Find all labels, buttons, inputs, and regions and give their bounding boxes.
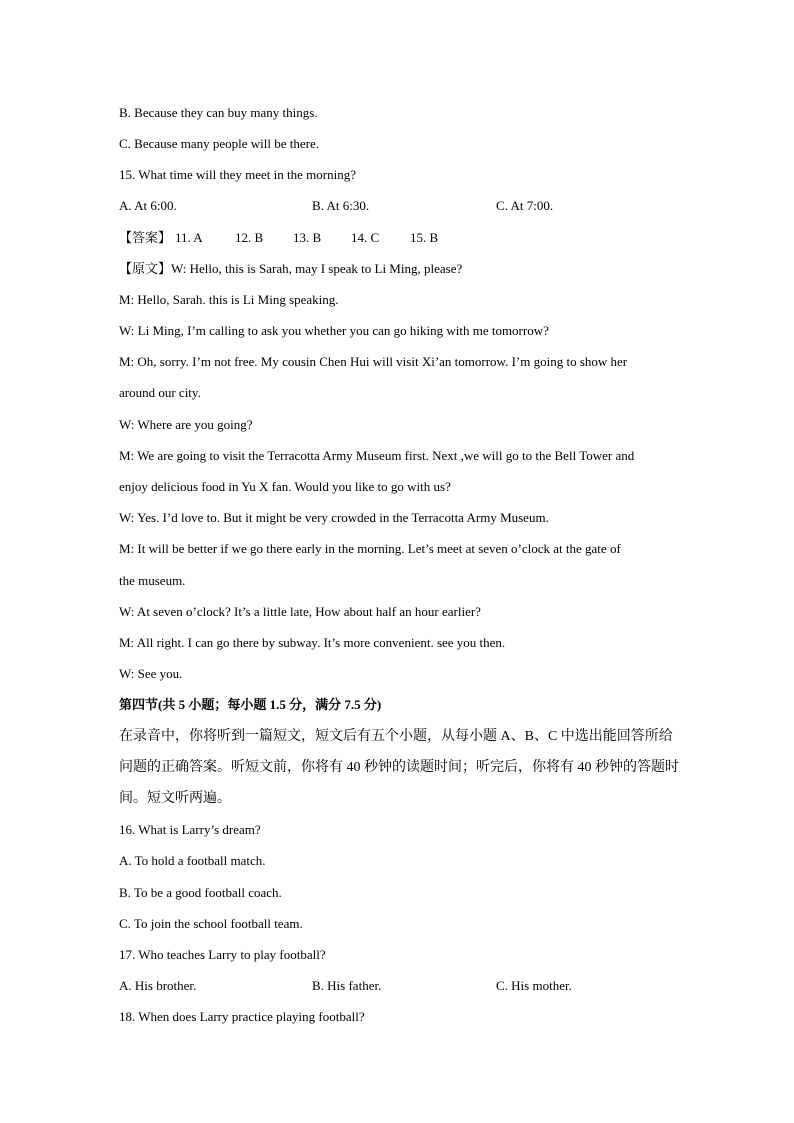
answer-11: 11. A — [175, 230, 203, 245]
transcript-line: W: Where are you going? — [119, 417, 253, 432]
option-17b: B. His father. — [312, 978, 382, 993]
transcript-line: enjoy delicious food in Yu X fan. Would you like to go with us? — [119, 479, 451, 494]
option-14b: B. Because they can buy many things. — [119, 105, 318, 120]
answer-label: 【答案】 — [119, 230, 172, 245]
transcript-line: M: We are going to visit the Terracotta Army Museum first. Next ,we will go to the Bell Tower and — [119, 448, 635, 463]
instructions-line: 间。短文听两遍。 — [119, 791, 231, 806]
transcript-line: M: Hello, Sarah. this is Li Ming speaking. — [119, 292, 339, 307]
transcript-line: W: At seven o’clock? It’s a little late, How about half an hour earlier? — [119, 604, 481, 619]
transcript-line: W: Yes. I’d love to. But it might be very crowded in the Terracotta Army Museum. — [119, 510, 549, 525]
answer-15: 15. B — [410, 230, 439, 245]
transcript-line: the museum. — [119, 573, 186, 588]
option-15a: A. At 6:00. — [119, 198, 177, 213]
transcript-line: M: It will be better if we go there early in the morning. Let’s meet at seven o’clock at the gate of — [119, 541, 621, 556]
answer-14: 14. C — [351, 230, 380, 245]
transcript-line: M: All right. I can go there by subway. It’s more convenient. see you then. — [119, 635, 506, 650]
transcript-line: 【原文】W: Hello, this is Sarah, may I speak to Li Ming, please? — [119, 261, 463, 276]
transcript-line: W: See you. — [119, 666, 183, 681]
question-15: 15. What time will they meet in the morning? — [119, 167, 356, 182]
transcript-line: M: Oh, sorry. I’m not free. My cousin Chen Hui will visit Xi’an tomorrow. I’m going to show her — [119, 354, 628, 369]
option-16a: A. To hold a football match. — [119, 853, 266, 868]
option-16c: C. To join the school football team. — [119, 916, 303, 931]
section-heading: 第四节(共 5 小题；每小题 1.5 分，满分 7.5 分) — [119, 697, 382, 712]
option-14c: C. Because many people will be there. — [119, 136, 319, 151]
answer-12: 12. B — [235, 230, 264, 245]
answer-13: 13. B — [293, 230, 322, 245]
question-17: 17. Who teaches Larry to play football? — [119, 947, 326, 962]
option-15b: B. At 6:30. — [312, 198, 370, 213]
option-16b: B. To be a good football coach. — [119, 885, 282, 900]
question-18: 18. When does Larry practice playing football? — [119, 1009, 365, 1024]
transcript-line: W: Li Ming, I’m calling to ask you whether you can go hiking with me tomorrow? — [119, 323, 549, 338]
option-15c: C. At 7:00. — [496, 198, 554, 213]
option-17a: A. His brother. — [119, 978, 197, 993]
instructions-line: 问题的正确答案。听短文前，你将有 40 秒钟的读题时间；听完后，你将有 40 秒钟的答题时 — [119, 760, 679, 775]
transcript-line: around our city. — [119, 385, 201, 400]
option-17c: C. His mother. — [496, 978, 572, 993]
instructions-line: 在录音中，你将听到一篇短文，短文后有五个小题，从每小题 A、B、C 中选出能回答所给 — [119, 729, 673, 744]
question-16: 16. What is Larry’s dream? — [119, 822, 261, 837]
